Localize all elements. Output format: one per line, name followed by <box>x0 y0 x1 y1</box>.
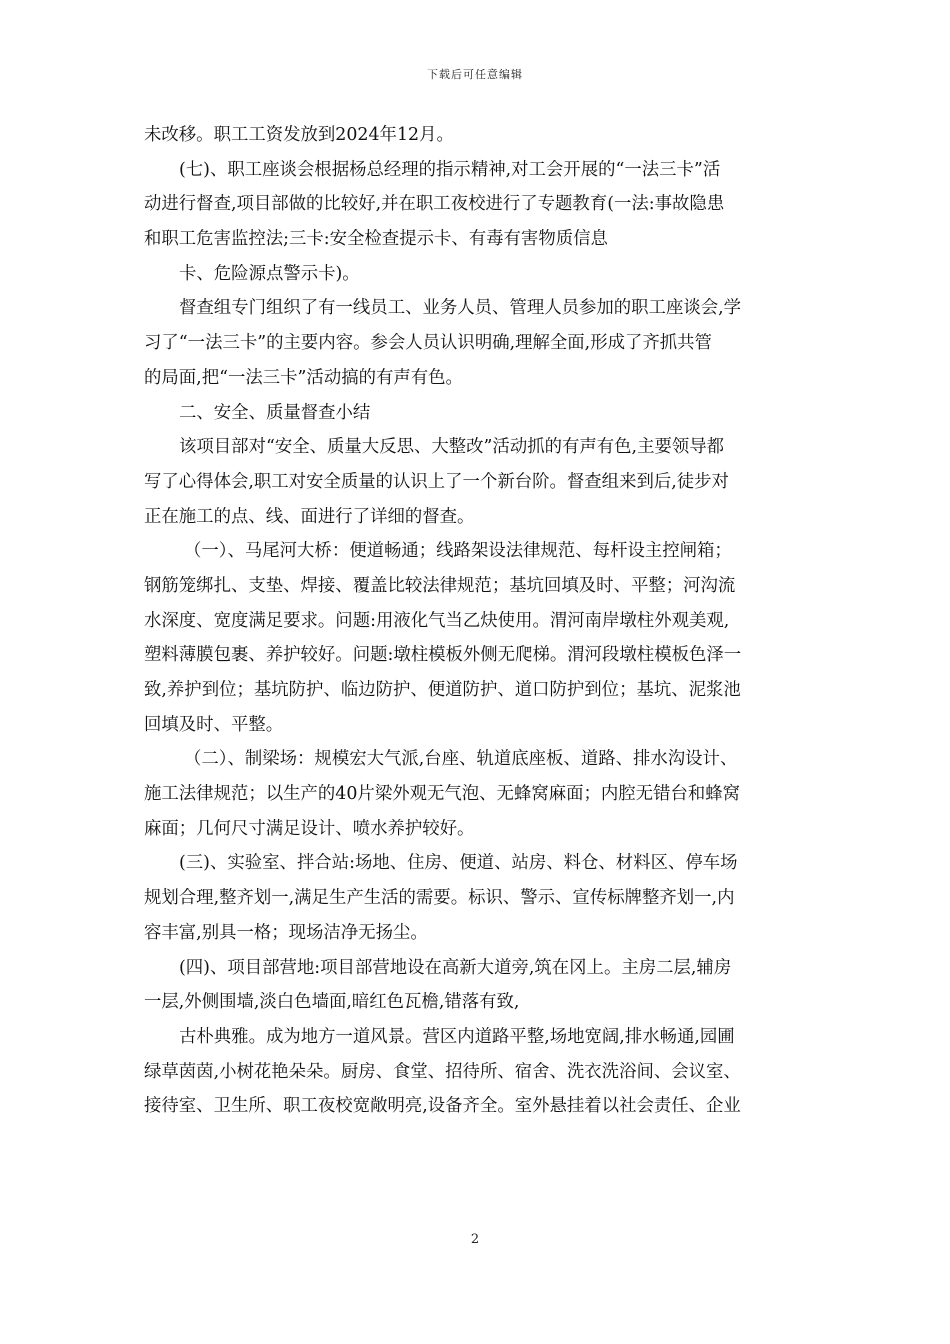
text-line: 未改移。职工工资发放到2024年12月。 <box>144 125 454 145</box>
text-line: 绿草茵茵,小树花艳朵朵。厨房、食堂、招待所、宿舍、洗衣洗浴间、会议室、 <box>144 1061 741 1082</box>
text-line: 习了“一法三卡”的主要内容。参会人员认识明确,理解全面,形成了齐抓共管 <box>144 333 712 354</box>
text-line: 塑料薄膜包裹、养护较好。问题:墩柱模板外侧无爬梯。渭河段墩柱模板色泽一 <box>144 645 742 666</box>
text-line: 回填及时、平整。 <box>144 714 284 735</box>
document-body <box>144 118 808 1124</box>
text-line: (三)、实验室、拌合站:场地、住房、便道、站房、料仓、材料区、停车场 <box>179 853 738 874</box>
text-line: （二）、制梁场：规模宏大气派,台座、轨道底座板、道路、排水沟设计、 <box>184 749 738 770</box>
text-line: 的局面,把“一法三卡”活动搞的有声有色。 <box>144 367 463 388</box>
text-line: (七)、职工座谈会根据杨总经理的指示精神,对工会开展的“一法三卡”活 <box>179 159 721 180</box>
text-line: 卡、危险源点警示卡)。 <box>179 263 360 284</box>
text-line: 施工法律规范；以生产的40片梁外观无气泡、无蜂窝麻面；内腔无错台和蜂窝 <box>144 784 741 805</box>
text-line: 致,养护到位；基坑防护、临边防护、便道防护、道口防护到位；基坑、泥浆池 <box>144 680 741 700</box>
text-line: （一）、马尾河大桥：便道畅通；线路架设法律规范、每杆设主控闸箱； <box>184 541 732 562</box>
text-line: 接待室、卫生所、职工夜校宽敞明亮,设备齐全。室外悬挂着以社会责任、企业 <box>144 1096 741 1117</box>
text-line: 和职工危害监控法;三卡:安全检查提示卡、有毒有害物质信息 <box>144 229 608 250</box>
text-line: (四)、项目部营地:项目部营地设在高新大道旁,筑在冈上。主房二层,辅房 <box>179 957 732 978</box>
text-line: 正在施工的点、线、面进行了详细的督查。 <box>144 506 475 527</box>
text-line: 容丰富,别具一格；现场洁净无扬尘。 <box>144 922 428 943</box>
text-line: 二、安全、质量督查小结 <box>179 402 371 423</box>
page-number: 2 <box>470 1232 480 1247</box>
page-header-note: 下载后可任意编辑 <box>427 68 523 81</box>
text-line: 该项目部对“安全、质量大反思、大整改”活动抓的有声有色,主要领导都 <box>179 437 725 458</box>
text-line: 麻面；几何尺寸满足设计、喷水养护较好。 <box>144 818 475 839</box>
text-line: 水深度、宽度满足要求。问题:用液化气当乙炔使用。渭河南岸墩柱外观美观, <box>144 610 730 631</box>
text-line: 规划合理,整齐划一,满足生产生活的需要。标识、警示、宣传标牌整齐划一,内 <box>144 888 735 909</box>
text-line: 写了心得体会,职工对安全质量的认识上了一个新台阶。督查组来到后,徒步对 <box>144 471 729 492</box>
text-line: 古朴典雅。成为地方一道风景。营区内道路平整,场地宽阔,排水畅通,园圃 <box>179 1026 735 1047</box>
text-line: 动进行督查,项目部做的比较好,并在职工夜校进行了专题教育(一法:事故隐患 <box>144 194 725 215</box>
text-line: 督查组专门组织了有一线员工、业务人员、管理人员参加的职工座谈会,学 <box>179 298 742 319</box>
text-line: 钢筋笼绑扎、支垫、焊接、覆盖比较法律规范；基坑回填及时、平整；河沟流 <box>144 575 736 596</box>
text-line: 一层,外侧围墙,淡白色墙面,暗红色瓦檐,错落有致, <box>144 992 520 1013</box>
